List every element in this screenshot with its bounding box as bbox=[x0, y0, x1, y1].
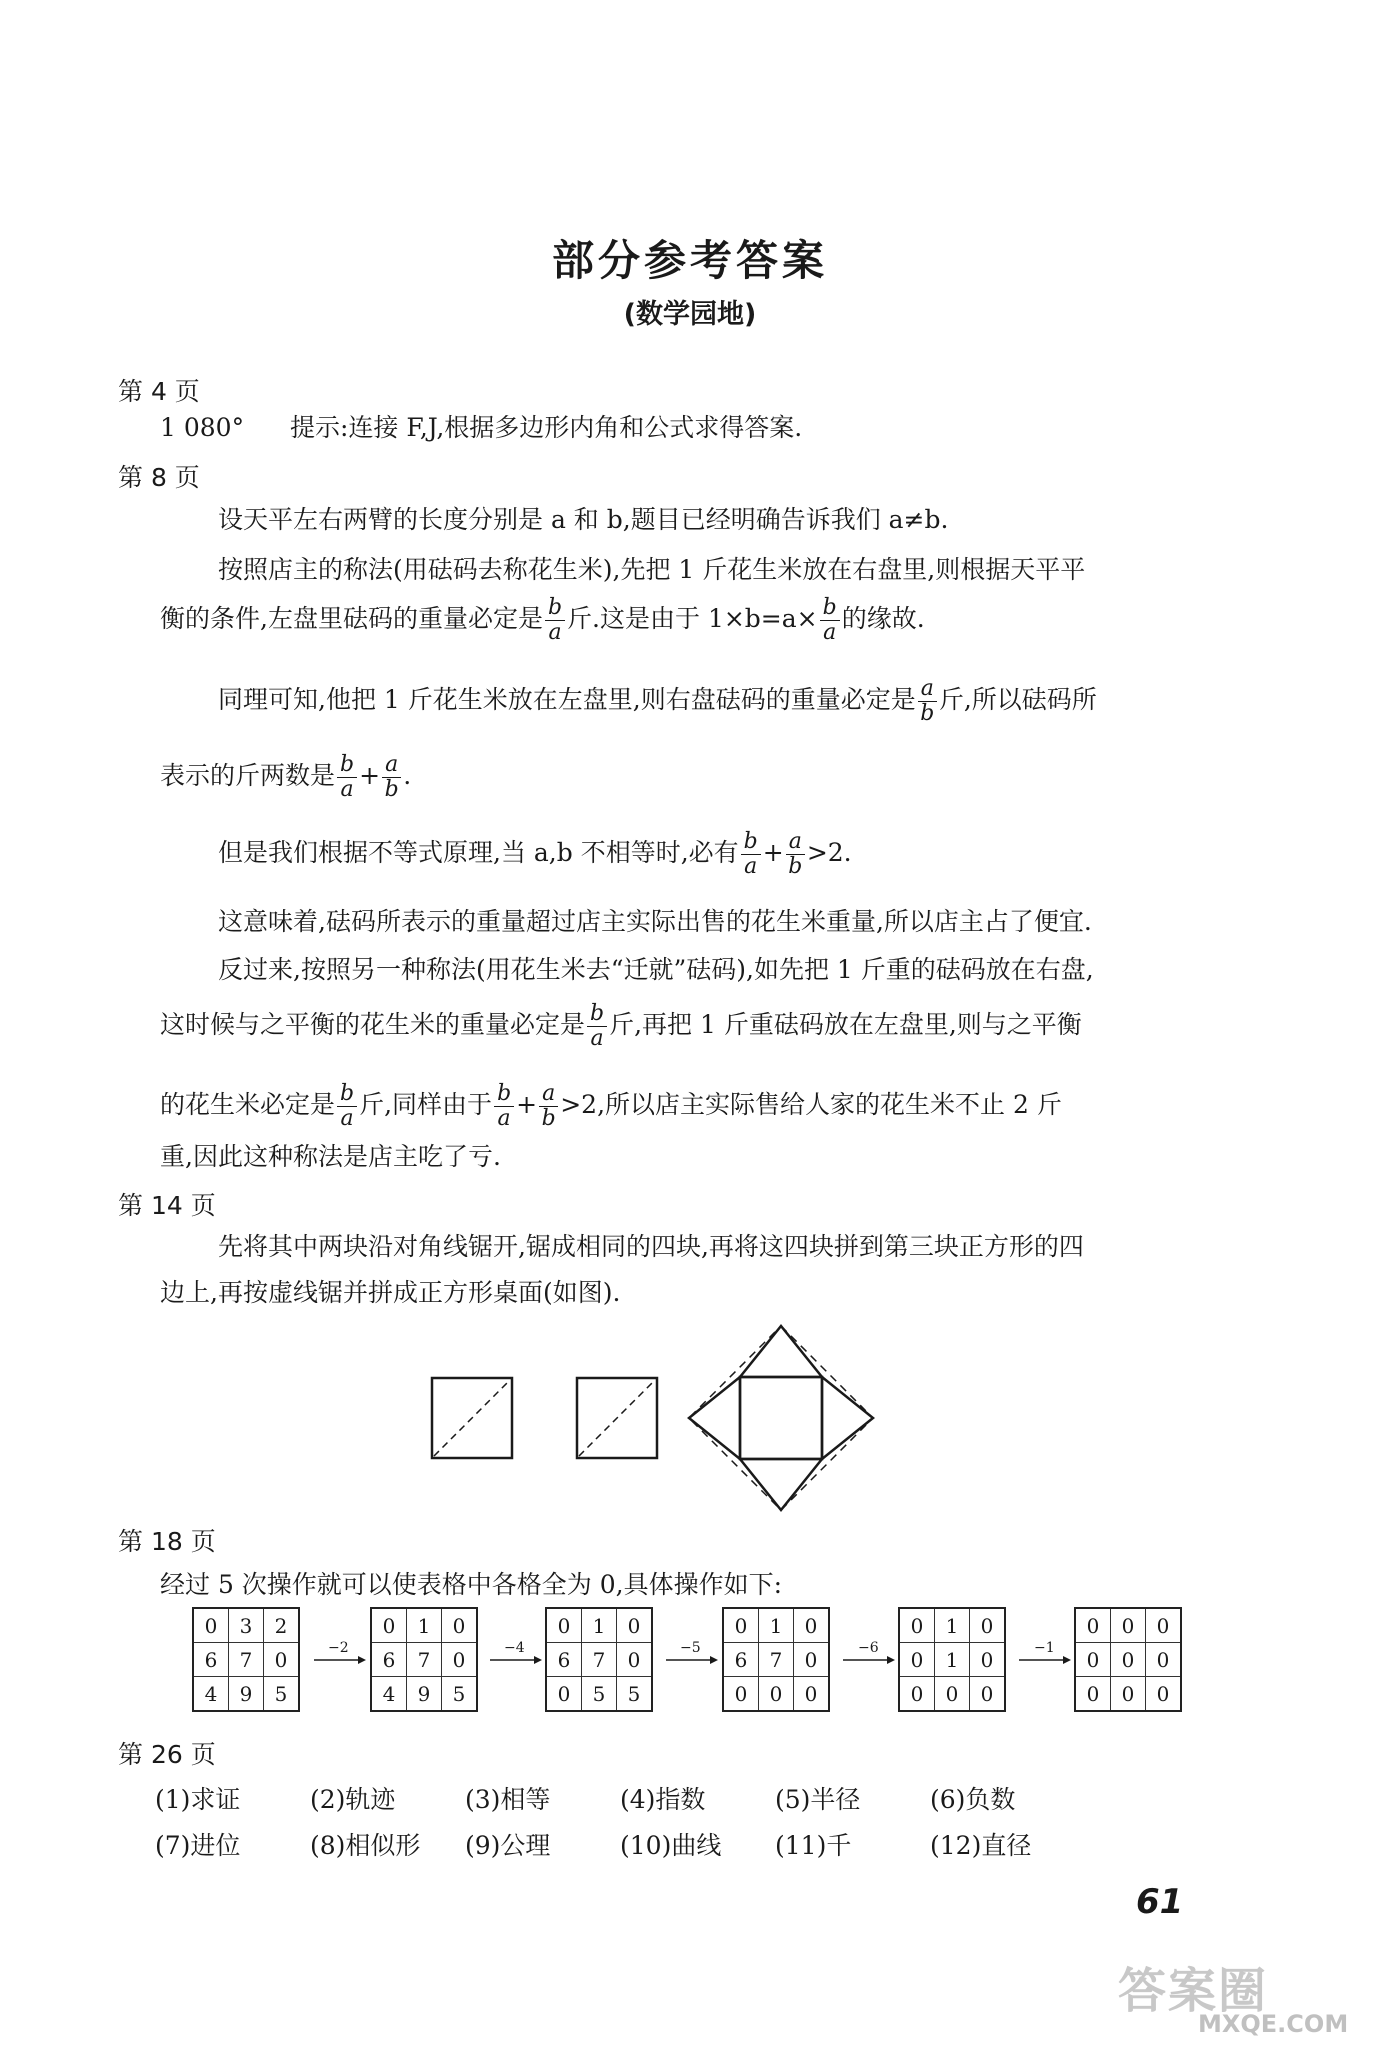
square-dissection-figure bbox=[420, 1310, 940, 1540]
p14-line-1: 先将其中两块沿对角线锯开,锯成相同的四块,再将这四块拼到第三块正方形的四 bbox=[218, 1232, 1084, 1261]
p14-line-2: 边上,再按虚线锯并拼成正方形桌面(如图). bbox=[160, 1278, 621, 1307]
term-7: (7)进位 bbox=[155, 1831, 241, 1860]
plus-sign: + bbox=[762, 838, 784, 867]
p8-line-6-b: >2. bbox=[806, 838, 852, 867]
p8-line-7: 这意味着,砝码所表示的重量超过店主实际出售的花生米重量,所以店主占了便宜. bbox=[218, 907, 1092, 936]
term-4: (4)指数 bbox=[620, 1785, 706, 1814]
p8-line-2: 按照店主的称法(用砝码去称花生米),先把 1 斤花生米放在右盘里,则根据天平平 bbox=[218, 555, 1086, 584]
fraction-a-over-b: $\frac{a}{b}$ bbox=[918, 678, 937, 725]
p8-line-8: 反过来,按照另一种称法(用花生米去“迁就”砝码),如先把 1 斤重的砝码放在右盘, bbox=[218, 955, 1094, 984]
p8-line-11: 重,因此这种称法是店主吃了亏. bbox=[160, 1142, 501, 1171]
fraction-b-over-a: $\frac{b}{a}$ bbox=[494, 1083, 514, 1130]
fraction-b-over-a: $\frac{b}{a}$ bbox=[337, 1083, 357, 1130]
square-middle bbox=[577, 1378, 657, 1458]
arrow-1 bbox=[314, 1654, 366, 1666]
p8-line-6-a: 但是我们根据不等式原理,当 a,b 不相等时,必有 bbox=[218, 838, 739, 867]
p8-line-10-b: 斤,同样由于 bbox=[359, 1090, 493, 1119]
plus-sign: + bbox=[516, 1090, 538, 1119]
term-11: (11)千 bbox=[775, 1831, 852, 1860]
p8-line-3 bbox=[160, 597, 925, 644]
term-12: (12)直径 bbox=[930, 1831, 1032, 1860]
p8-line-10 bbox=[160, 1083, 1062, 1130]
term-2: (2)轨迹 bbox=[310, 1785, 396, 1814]
p8-line-9-b: 斤,再把 1 斤重砝码放在左盘里,则与之平衡 bbox=[609, 1010, 1082, 1039]
p8-line-10-a: 的花生米必定是 bbox=[160, 1090, 336, 1119]
p8-line-4-a: 同理可知,他把 1 斤花生米放在左盘里,则右盘砝码的重量必定是 bbox=[218, 685, 916, 714]
fraction-a-over-b: $\frac{a}{b}$ bbox=[786, 831, 805, 878]
fraction-b-over-a: $\frac{b}{a}$ bbox=[337, 754, 357, 801]
arrow-5 bbox=[1019, 1654, 1071, 1666]
p8-line-5-a: 表示的斤两数是 bbox=[160, 761, 336, 790]
p8-line-1: 设天平左右两臂的长度分别是 a 和 b,题目已经明确告诉我们 a≠b. bbox=[218, 505, 949, 534]
fraction-b-over-a: $\frac{b}{a}$ bbox=[545, 597, 565, 644]
operation-label-2: −4 bbox=[504, 1640, 525, 1656]
operation-grid-6: 0 0 0 0 0 0 0 0 0 bbox=[1074, 1607, 1182, 1712]
fraction-b-over-a: $\frac{b}{a}$ bbox=[820, 597, 840, 644]
section-label-p14: 第 14 页 bbox=[118, 1191, 216, 1220]
operation-label-5: −1 bbox=[1034, 1640, 1055, 1656]
fraction-b-over-a: $\frac{b}{a}$ bbox=[741, 831, 761, 878]
square-left bbox=[432, 1378, 512, 1458]
arrow-3 bbox=[666, 1654, 718, 1666]
operation-label-3: −5 bbox=[680, 1640, 701, 1656]
answer-p4-angle: 1 080° bbox=[160, 413, 245, 442]
arrow-2 bbox=[490, 1654, 542, 1666]
term-9: (9)公理 bbox=[465, 1831, 551, 1860]
fraction-b-over-a: $\frac{b}{a}$ bbox=[587, 1003, 607, 1050]
section-label-p8: 第 8 页 bbox=[118, 463, 200, 492]
fraction-a-over-b: $\frac{a}{b}$ bbox=[382, 754, 401, 801]
section-label-p18: 第 18 页 bbox=[118, 1527, 216, 1556]
arrow-4 bbox=[843, 1654, 895, 1666]
p8-line-4 bbox=[218, 678, 1097, 725]
term-3: (3)相等 bbox=[465, 1785, 551, 1814]
term-8: (8)相似形 bbox=[310, 1831, 421, 1860]
p8-line-10-c: >2,所以店主实际售给人家的花生米不止 2 斤 bbox=[560, 1090, 1062, 1119]
watermark-logo: 答案圈 bbox=[1118, 1963, 1269, 2019]
p8-line-9 bbox=[160, 1003, 1082, 1050]
p8-line-3-b: 斤.这是由于 1×b=a× bbox=[567, 604, 818, 633]
p8-line-5 bbox=[160, 754, 411, 801]
operation-grid-5: 0 1 0 0 1 0 0 0 0 bbox=[898, 1607, 1006, 1712]
p8-line-4-b: 斤,所以砝码所 bbox=[938, 685, 1097, 714]
term-6: (6)负数 bbox=[930, 1785, 1016, 1814]
operation-label-1: −2 bbox=[328, 1640, 349, 1656]
section-label-p4: 第 4 页 bbox=[118, 377, 200, 406]
watermark-url: MXQE.COM bbox=[1198, 2010, 1349, 2038]
p8-line-9-a: 这时候与之平衡的花生米的重量必定是 bbox=[160, 1010, 586, 1039]
p8-line-3-c: 的缘故. bbox=[841, 604, 925, 633]
operation-label-4: −6 bbox=[858, 1640, 879, 1656]
page-number: 61 bbox=[1136, 1882, 1184, 1922]
page-subtitle: (数学园地) bbox=[623, 299, 757, 330]
section-label-p26: 第 26 页 bbox=[118, 1740, 216, 1769]
p8-line-6 bbox=[218, 831, 852, 878]
p8-line-5-b: . bbox=[403, 761, 412, 790]
assembled-square bbox=[689, 1326, 873, 1510]
p18-intro: 经过 5 次操作就可以使表格中各格全为 0,具体操作如下: bbox=[160, 1570, 783, 1599]
operation-grid-1: 0 3 2 6 7 0 4 9 5 bbox=[192, 1607, 300, 1712]
term-5: (5)半径 bbox=[775, 1785, 861, 1814]
term-1: (1)求证 bbox=[155, 1785, 241, 1814]
operation-grid-2: 0 1 0 6 7 0 4 9 5 bbox=[370, 1607, 478, 1712]
fraction-a-over-b: $\frac{a}{b}$ bbox=[539, 1083, 558, 1130]
plus-sign: + bbox=[359, 761, 381, 790]
term-10: (10)曲线 bbox=[620, 1831, 722, 1860]
page-title: 部分参考答案 bbox=[551, 236, 828, 285]
p8-line-3-a: 衡的条件,左盘里砝码的重量必定是 bbox=[160, 604, 543, 633]
operation-grid-3: 0 1 0 6 7 0 0 5 5 bbox=[545, 1607, 653, 1712]
operation-grid-4: 0 1 0 6 7 0 0 0 0 bbox=[722, 1607, 830, 1712]
answer-p4-hint: 提示:连接 F,J,根据多边形内角和公式求得答案. bbox=[290, 413, 803, 442]
